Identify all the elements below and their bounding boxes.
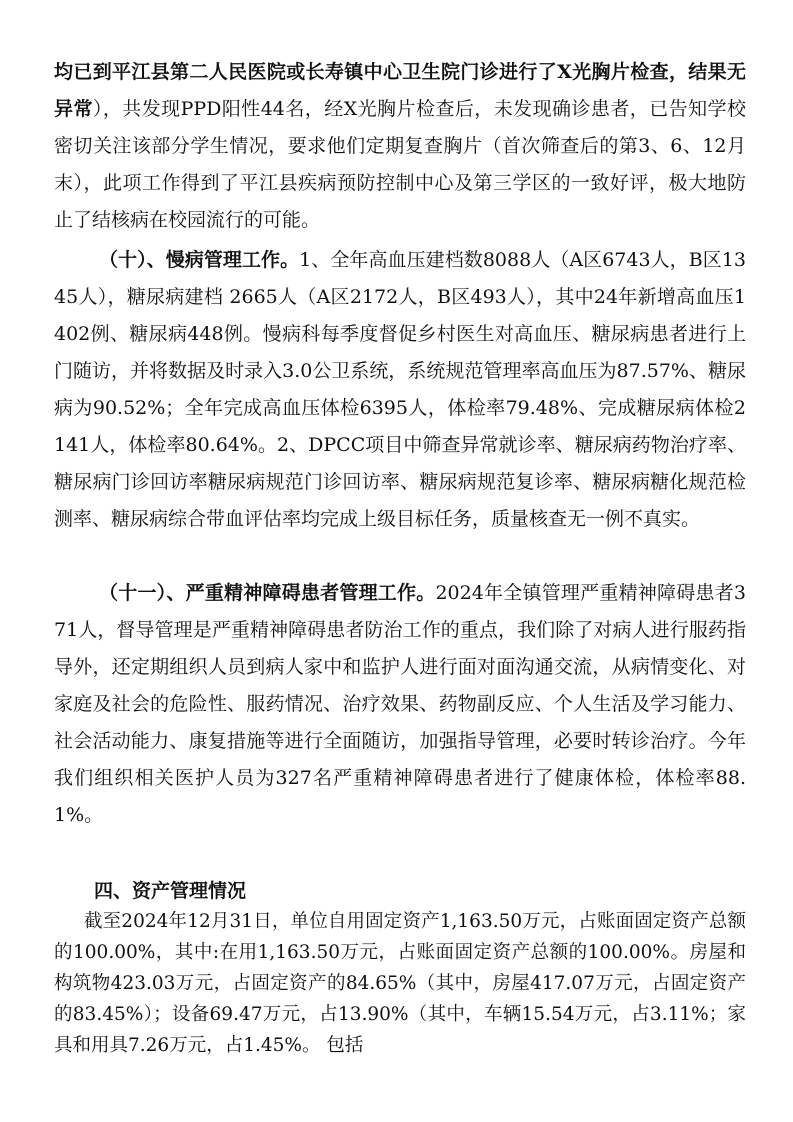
- section-heading-chronic-disease: （十）、慢病管理工作。: [99, 249, 300, 271]
- section-heading-asset-management: 四、资产管理情况: [94, 880, 247, 902]
- paragraph-body-text: ），共发现PPD阳性44名，经X光胸片检查后，未发现确诊患者，已告知学校密切关注该部分学生情况，要求他们定期复查胸片（首次筛查后的第3、6、12月末），此项工作得到了平江县疾病预防控制中心及第三学区的一致好评，极大地防止了结核病在校园流行的可能。: [54, 98, 746, 231]
- paragraph-body-text: 2024年全镇管理严重精神障碍患者371人，督导管理是严重精神障碍患者防治工作的重点，我们除了对病人进行服药指导外，还定期组织人员到病人家中和监护人进行面对面沟通交流，从病情变化、对家庭及社会的危险性、服药情况、治疗效果、药物副反应、个人生活及学习能力、社会活动能力、康复措施等进行全面随访，加强指导管理，必要时转诊治疗。今年我们组织相关医护人员为327名严重精神障碍患者进行了健康体检，体检率88.1%。: [54, 582, 746, 826]
- paragraph-chronic-disease-management: [54, 242, 746, 538]
- section-heading-mental-disorder: （十一）、严重精神障碍患者管理工作。: [99, 582, 436, 604]
- paragraph-body-text: 1、全年高血压建档数8088人（A区6743人，B区1345人），糖尿病建档 2665人（A区2172人，B区493人），其中24年新增高血压1402例、糖尿病448例。慢病科每季度督促乡村医生对高血压、糖尿病患者进行上门随访，并将数据及时录入3.0公卫系统，系统规范管理率高血压为87.57%、糖尿病为90.52%；全年完成高血压体检6395人，体检率79.48%、完成糖尿病体检2141人，体检率80.64%。2、DPCC项目中筛查异常就诊率、糖尿病药物治疗率、糖尿病门诊回访率糖尿病规范门诊回访率、糖尿病规范复诊率、糖尿病糖化规范检测率、糖尿病综合带血评估率均完成上级目标任务，质量核查无一例不真实。: [54, 249, 746, 530]
- paragraph-asset-details: 截至2024年12月31日，单位自用固定资产1,163.50万元，占账面固定资产总额的100.00%，其中:在用1,163.50万元，占账面固定资产总额的100.00%。房屋和构筑物423.03万元，占固定资产的84.65%（其中，房屋417.07万元，占固定资产的83.45%）；设备69.47万元，占13.90%（其中，车辆15.54万元，占3.11%；家具和用具7.26万元，占1.45%。 包括: [54, 911, 746, 1056]
- paragraph-mental-disorder-management: [54, 575, 746, 834]
- paragraph-tb-screening-results: [54, 54, 746, 239]
- bold-lead-text: 均已到平江县第二人民医院或长寿镇中心卫生院门诊进行了X光胸片检查，结果无异常: [54, 61, 746, 120]
